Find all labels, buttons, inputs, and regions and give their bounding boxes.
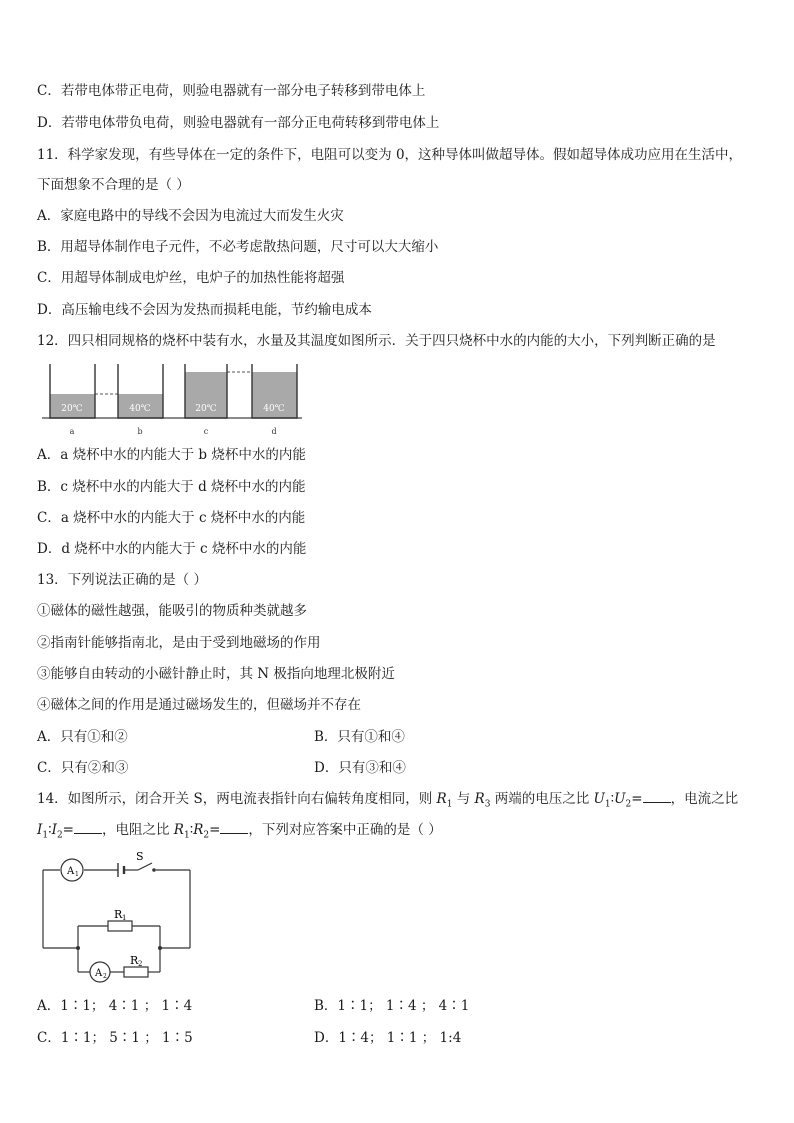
q14-stem-line2 (37, 821, 442, 845)
q14-r3-sub: 3 (484, 799, 491, 810)
q14-r1-symbol-2: R (173, 822, 184, 838)
q14-i2-symbol: I (51, 822, 57, 838)
q14-r3-symbol: R (474, 791, 485, 807)
q10-option-c: C．若带电体带正电荷，则验电器就有一部分电子转移到带电体上 (37, 83, 426, 99)
q13-option-d: D．只有③和④ (314, 760, 406, 776)
resistor-r2-sub: 2 (138, 960, 143, 968)
q14-r1-sub-2: 1 (183, 830, 190, 841)
q14-blank-2[interactable] (74, 821, 102, 834)
q14-resistance-ratio-text: ，电阻之比 (101, 822, 174, 838)
beaker-c-temp: 20℃ (195, 404, 217, 414)
q11-option-c: C．用超导体制成电炉丝，电炉子的加热性能将超强 (37, 270, 345, 286)
q14-question-tail: ，下列对应答案中正确的是（ ） (248, 822, 442, 838)
q14-r2-sub-2: 2 (203, 830, 210, 841)
q14-u1-symbol: U (593, 791, 605, 807)
beaker-d (252, 364, 297, 436)
q13-statement-3: ③能够自由转动的小磁针静止时，其 N 极指向地理北极附近 (37, 666, 395, 682)
q14-ratio-colon: ∶ (610, 791, 615, 807)
beaker-b-temp: 40℃ (129, 404, 151, 414)
q14-u2-symbol: U (614, 791, 626, 807)
beakers-figure (40, 360, 310, 440)
q12-option-c: C．a 烧杯中水的内能大于 c 烧杯中水的内能 (37, 510, 306, 526)
switch-s-label: S (136, 850, 144, 863)
ammeter-a1-label: A (67, 866, 75, 877)
q11-stem-line2: 下面想象不合理的是（ ） (37, 177, 190, 193)
q14-i1-sub: 1 (42, 830, 49, 841)
q12-option-d: D．d 烧杯中水的内能大于 c 烧杯中水的内能 (37, 541, 307, 557)
q14-r2-symbol-2: R (193, 822, 204, 838)
q13-option-b: B．只有①和④ (314, 729, 405, 745)
q13-statement-1: ①磁体的磁性越强，能吸引的物质种类就越多 (37, 603, 307, 619)
beaker-a-label: a (69, 427, 75, 436)
q12-option-a: A．a 烧杯中水的内能大于 b 烧杯中水的内能 (37, 447, 306, 463)
beaker-d-label: d (271, 427, 277, 436)
q14-blank-1[interactable] (643, 790, 671, 803)
beaker-b (118, 364, 163, 436)
q14-option-c: C．1∶1； 5∶1 ； 1∶5 (37, 1030, 193, 1046)
q14-i2-sub: 2 (56, 830, 63, 841)
q14-r1-sub: 1 (446, 799, 453, 810)
q11-option-b: B．用超导体制作电子元件，不必考虑散热问题，尺寸可以大大缩小 (37, 239, 439, 255)
q14-i1-symbol: I (37, 822, 43, 838)
ammeter-a2-sub: 2 (103, 973, 107, 980)
q14-equals: = (631, 791, 643, 807)
q14-and-text: 与 (452, 791, 475, 807)
q13-statement-2: ②指南针能够指南北，是由于受到地磁场的作用 (37, 635, 321, 651)
q14-blank-3[interactable] (220, 821, 248, 834)
beaker-a (50, 364, 95, 436)
q14-stem-line1 (37, 790, 738, 814)
q14-equals-3: = (209, 822, 221, 838)
beaker-a-temp: 20℃ (61, 404, 83, 414)
q14-ratio-colon-2: ∶ (48, 822, 52, 838)
q14-stem-text: 14．如图所示，闭合开关 S，两电流表指针向右偏转角度相同，则 (37, 791, 437, 807)
q14-option-a: A．1∶1； 4∶1 ； 1∶4 (37, 998, 193, 1014)
q11-stem-line1: 11．科学家发现，有些导体在一定的条件下，电阻可以变为 0，这种导体叫做超导体。假如超导体成功应用在生活中， (37, 147, 743, 163)
q12-option-b: B．c 烧杯中水的内能大于 d 烧杯中水的内能 (37, 479, 306, 495)
q13-option-a: A．只有①和② (37, 729, 128, 745)
q11-option-d: D．高压输电线不会因为发热而损耗电能，节约输电成本 (37, 302, 372, 318)
q13-statement-4: ④磁体之间的作用是通过磁场发生的，但磁场并不存在 (37, 697, 361, 713)
ammeter-a2-label: A (95, 968, 103, 979)
q14-option-d: D．1∶4； 1∶1 ； 1:4 (314, 1030, 462, 1046)
q13-option-c: C．只有②和③ (37, 760, 129, 776)
circuit-diagram (38, 848, 208, 988)
q11-option-a: A．家庭电路中的导线不会因为电流过大而发生火灾 (37, 208, 344, 224)
q10-option-d: D．若带电体带负电荷，则验电器就有一部分正电荷转移到带电体上 (37, 115, 440, 131)
q12-stem: 12．四只相同规格的烧杯中装有水，水量及其温度如图所示．关于四只烧杯中水的内能的大小，下列判断正确的是 (37, 333, 716, 349)
q14-ratio-colon-3: ∶ (189, 822, 194, 838)
q13-stem: 13．下列说法正确的是（ ） (37, 572, 207, 588)
resistor-r1-sub: 1 (122, 914, 127, 922)
q14-equals-2: = (62, 822, 74, 838)
q14-current-ratio-text: ，电流之比 (670, 791, 739, 807)
q14-r1-symbol: R (436, 791, 447, 807)
q14-option-b: B．1∶1； 1∶4 ； 4∶1 (314, 998, 470, 1014)
resistor-r1-label: R (114, 908, 123, 921)
resistor-r2-label: R (130, 954, 139, 967)
beaker-c-label: c (203, 427, 209, 436)
q14-voltage-ratio-text: 两端的电压之比 (490, 791, 594, 807)
q14-u2-sub: 2 (625, 799, 632, 810)
q14-u1-sub: 1 (604, 799, 611, 810)
ammeter-a1-sub: 1 (75, 871, 79, 878)
beaker-b-label: b (137, 427, 143, 436)
beaker-d-temp: 40℃ (263, 404, 285, 414)
beaker-c (185, 364, 227, 436)
